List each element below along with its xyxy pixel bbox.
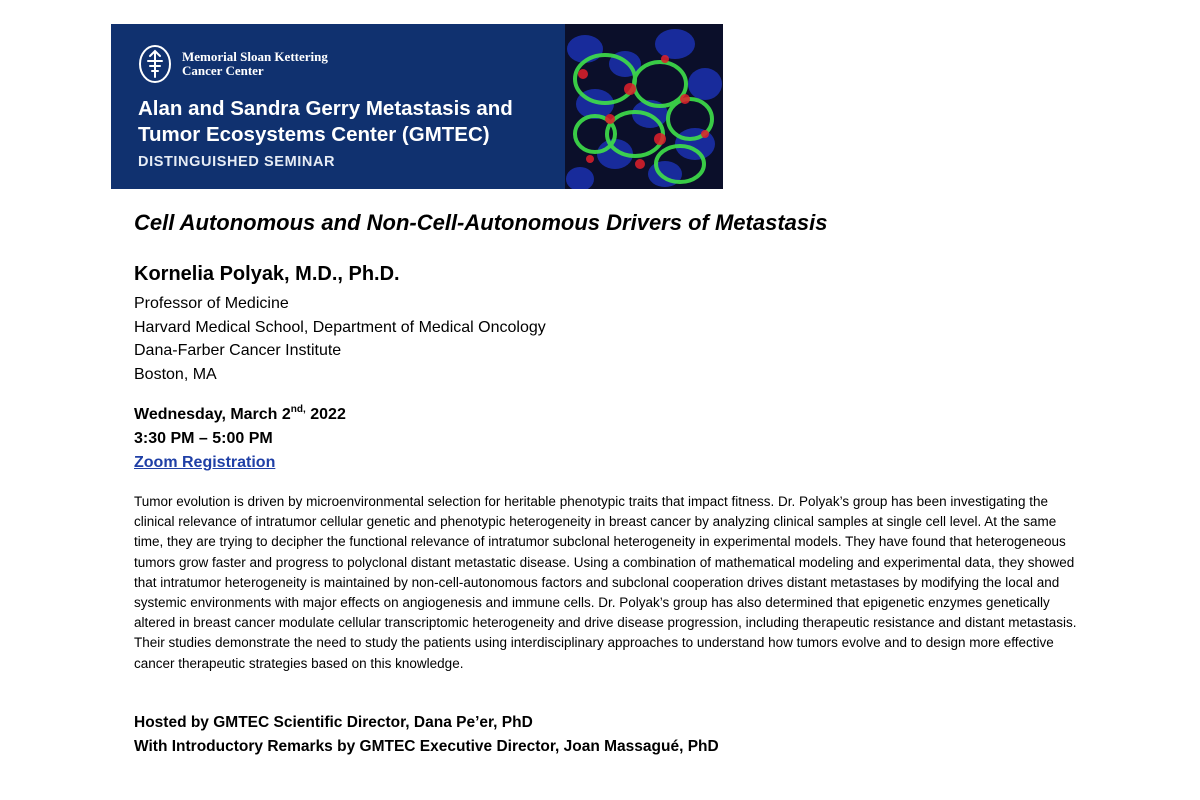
event-date-suffix: nd, <box>290 404 306 415</box>
seminar-banner <box>111 24 723 189</box>
center-name-line-1: Alan and Sandra Gerry Metastasis and <box>138 97 513 120</box>
event-details <box>134 403 346 475</box>
event-date-year: 2022 <box>305 406 346 423</box>
event-date-prefix: Wednesday, March 2 <box>134 406 291 423</box>
center-name <box>138 96 513 148</box>
abstract-paragraph: Tumor evolution is driven by microenvironmental selection for heritable phenotypic traits that impact fitness. Dr. Polyak’s group has been investigating the clinical relevance of intratumor cellular genetic and phenotypic heterogeneity in breast cancer by analyzing clinical samples at single cell level. At the same time, they are trying to decipher the functional relevance of intratumor subclonal heterogeneity in experimental models. They have found that heterogeneous tumors grow faster and progress to polyclonal distant metastatic disease. Using a combination of mathematical modeling and experimental data, they showed that intratumor heterogeneity is maintained by non-cell-autonomous factors and subclonal cooperation drives distant metastases by modifying the local and systemic environments with major effects on angiogenesis and immune cells. Dr. Polyak’s group has also determined that epigenetic enzymes genetically altered in breast cancer modulate cellular transcriptomic heterogeneity and drive disease progression, including therapeutic resistance and distant metastasis. Their studies demonstrate the need to study the patients using interdisciplinary approaches to understand how tumors evolve and to design more effective cancer therapeutic strategies based on this knowledge. <box>134 494 1077 671</box>
seminar-type: DISTINGUISHED SEMINAR <box>138 154 336 170</box>
logo-line-1: Memorial Sloan Kettering <box>182 49 328 64</box>
host-line: Hosted by GMTEC Scientific Director, Dana Pe’er, PhD <box>134 714 533 731</box>
affiliation-line: Harvard Medical School, Department of Medical Oncology <box>134 318 546 336</box>
remarks-line: With Introductory Remarks by GMTEC Executive Director, Joan Massagué, PhD <box>134 738 719 755</box>
talk-title: Cell Autonomous and Non-Cell-Autonomous Drivers of Metastasis <box>134 210 828 235</box>
hosts <box>134 711 719 759</box>
event-date <box>134 403 346 427</box>
zoom-registration-link[interactable]: Zoom Registration <box>134 454 276 471</box>
mskcc-logo <box>138 44 328 84</box>
affiliation-line: Dana-Farber Cancer Institute <box>134 342 342 360</box>
center-name-line-2: Tumor Ecosystems Center (GMTEC) <box>138 123 490 146</box>
event-time: 3:30 PM – 5:00 PM <box>134 430 273 447</box>
affiliation-line: Professor of Medicine <box>134 295 289 312</box>
speaker-name: Kornelia Polyak, M.D., Ph.D. <box>134 263 400 285</box>
logo-line-2: Cancer Center <box>182 63 264 78</box>
affiliation-line: Boston, MA <box>134 366 217 384</box>
speaker-affiliations <box>134 292 546 387</box>
microscopy-image <box>565 24 723 189</box>
mskcc-logo-icon <box>138 44 172 84</box>
